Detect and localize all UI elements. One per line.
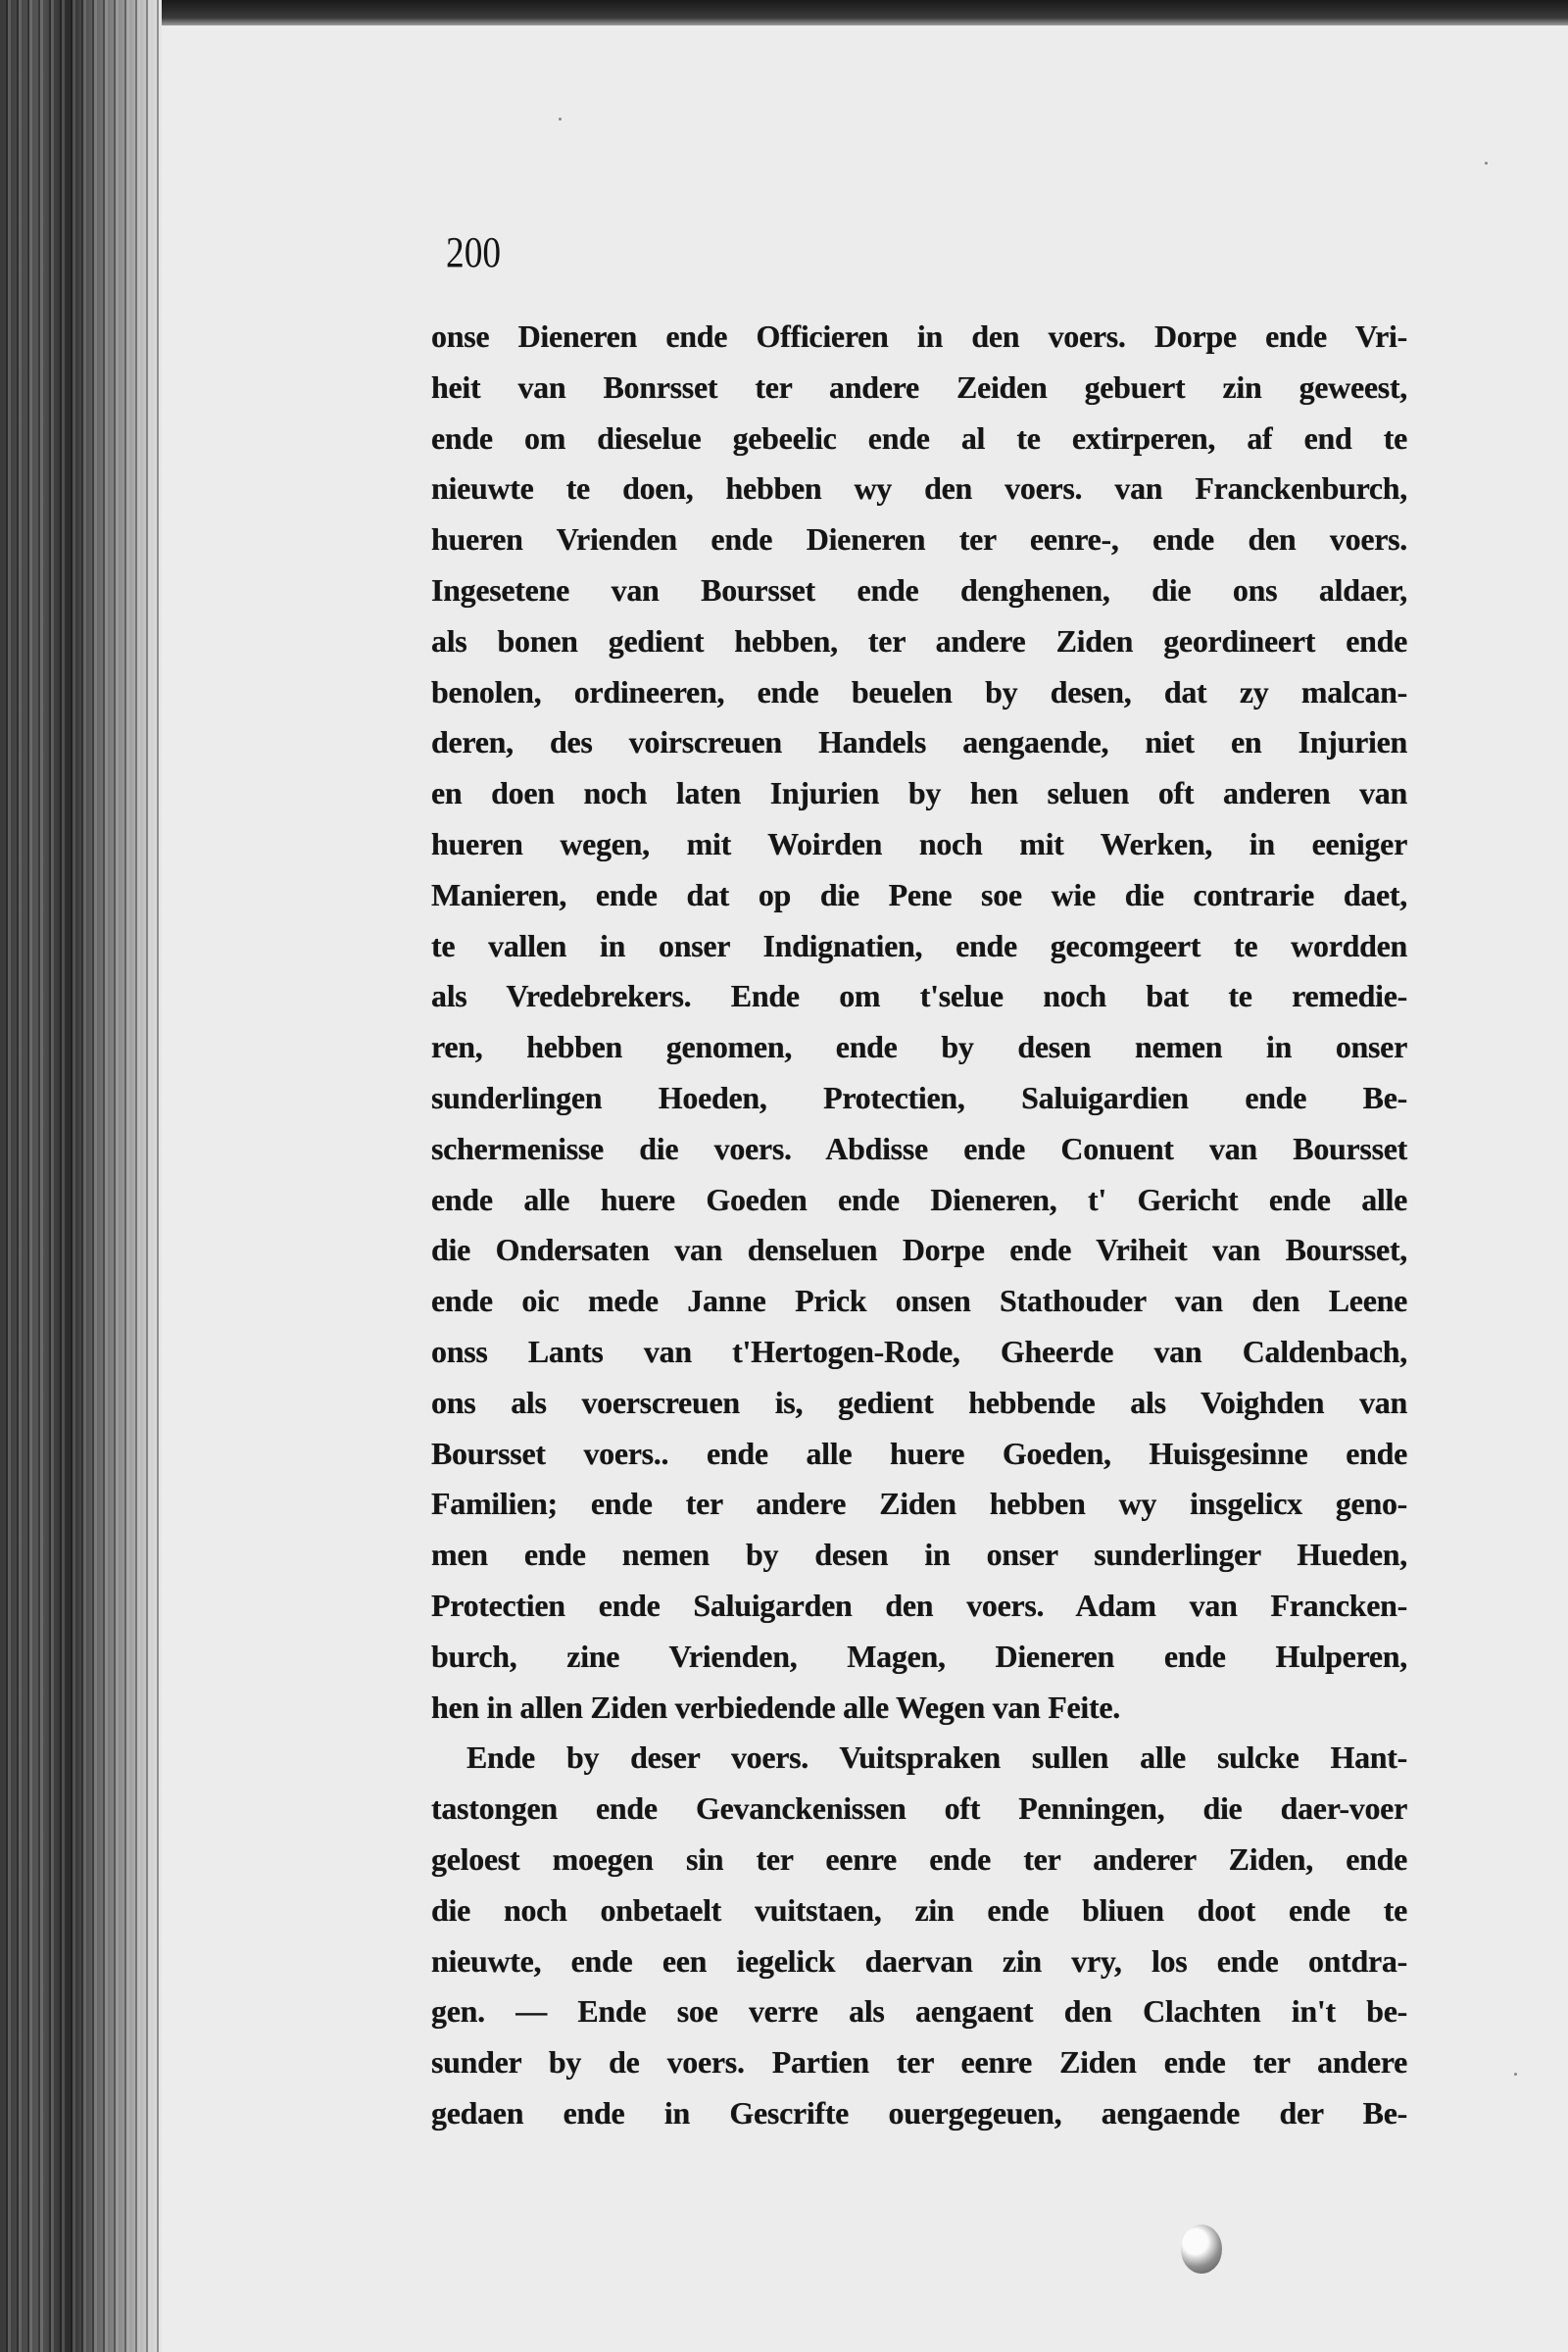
text-line: sunderlingen Hoeden, Protectien, Saluigardien ende Be- (431, 1079, 1407, 1115)
text-line: geloest moegen sin ter eenre ende ter anderer Ziden, ende (431, 1840, 1407, 1877)
text-line: sunder by de voers. Partien ter eenre Ziden ende ter andere (431, 2044, 1407, 2081)
text-line: hueren wegen, mit Woirden noch mit Werken, in eeniger (431, 825, 1407, 861)
text-line: nieuwte, ende een iegelick daervan zin vry, los ende ontdra- (431, 1942, 1407, 1979)
scan-speck (1485, 162, 1488, 165)
text-line: burch, zine Vrienden, Magen, Dieneren ende Hulperen, (431, 1638, 1407, 1674)
text-line: Ende by deser voers. Vuitspraken sullen alle sulcke Hant- (466, 1740, 1407, 1776)
text-line: tastongen ende Gevanckenissen oft Penningen, die daer-voer (431, 1790, 1407, 1827)
text-line: hueren Vrienden ende Dieneren ter eenre-, ende den voers. (431, 521, 1407, 558)
text-line: en doen noch laten Injurien by hen seluen oft anderen van (431, 775, 1407, 811)
text-line: Boursset voers.. ende alle huere Goeden, Huisgesinne ende (431, 1435, 1407, 1471)
text-line: heit van Bonrsset ter andere Zeiden gebuert zin geweest, (431, 368, 1407, 405)
text-line: benolen, ordineeren, ende beuelen by desen, dat zy malcan- (431, 673, 1407, 710)
text-line: als bonen gedient hebben, ter andere Ziden geordineert ende (431, 622, 1407, 659)
body-text (431, 312, 1407, 2139)
text-line: Protectien ende Saluigarden den voers. Adam van Francken- (431, 1587, 1407, 1623)
text-line: ren, hebben genomen, ende by desen nemen in onser (431, 1029, 1407, 1065)
text-line: gedaen ende in Gescrifte ouergegeuen, aengaende der Be- (431, 2094, 1407, 2131)
text-line: ende alle huere Goeden ende Dieneren, t' Gericht ende alle (431, 1181, 1407, 1217)
text-line: hen in allen Ziden verbiedende alle Wegen van Feite. (431, 1689, 1120, 1725)
text-line: schermenisse die voers. Abdisse ende Conuent van Boursset (431, 1130, 1407, 1166)
text-line: men ende nemen by desen in onser sunderlinger Hueden, (431, 1537, 1407, 1573)
text-line: gen. — Ende soe verre als aengaent den Clachten in't be- (431, 1993, 1407, 2030)
text-line: die noch onbetaelt vuitstaen, zin ende bliuen doot ende te (431, 1891, 1407, 1928)
scan-top-border (0, 0, 1568, 25)
scan-artifact-smudge (1181, 2225, 1222, 2274)
text-line: Ingesetene van Boursset ende denghenen, die ons aldaer, (431, 571, 1407, 608)
text-line: ende om dieselue gebeelic ende al te extirperen, af end te (431, 419, 1407, 456)
text-line: ons als voerscreuen is, gedient hebbende als Voighden van (431, 1384, 1407, 1420)
text-line: onss Lants van t'Hertogen-Rode, Gheerde van Caldenbach, (431, 1333, 1407, 1369)
scan-speck (559, 118, 562, 121)
text-line: als Vredebrekers. Ende om t'selue noch bat te remedie- (431, 978, 1407, 1014)
text-line: deren, des voirscreuen Handels aengaende, niet en Injurien (431, 724, 1407, 760)
text-line: Manieren, ende dat op die Pene soe wie die contrarie daet, (431, 876, 1407, 912)
page-number: 200 (446, 228, 502, 276)
text-line: Familien; ende ter andere Ziden hebben wy insgelicx geno- (431, 1486, 1407, 1522)
text-line: die Ondersaten van denseluen Dorpe ende Vriheit van Boursset, (431, 1232, 1407, 1268)
scan-speck (1514, 2073, 1517, 2076)
text-line: ende oic mede Janne Prick onsen Stathouder van den Leene (431, 1283, 1407, 1319)
text-line: te vallen in onser Indignatien, ende gecomgeert te wordden (431, 927, 1407, 963)
text-line: onse Dieneren ende Officieren in den voers. Dorpe ende Vri- (431, 318, 1407, 354)
text-line: nieuwte te doen, hebben wy den voers. van Franckenburch, (431, 470, 1407, 507)
book-binding-edge (0, 0, 162, 2352)
